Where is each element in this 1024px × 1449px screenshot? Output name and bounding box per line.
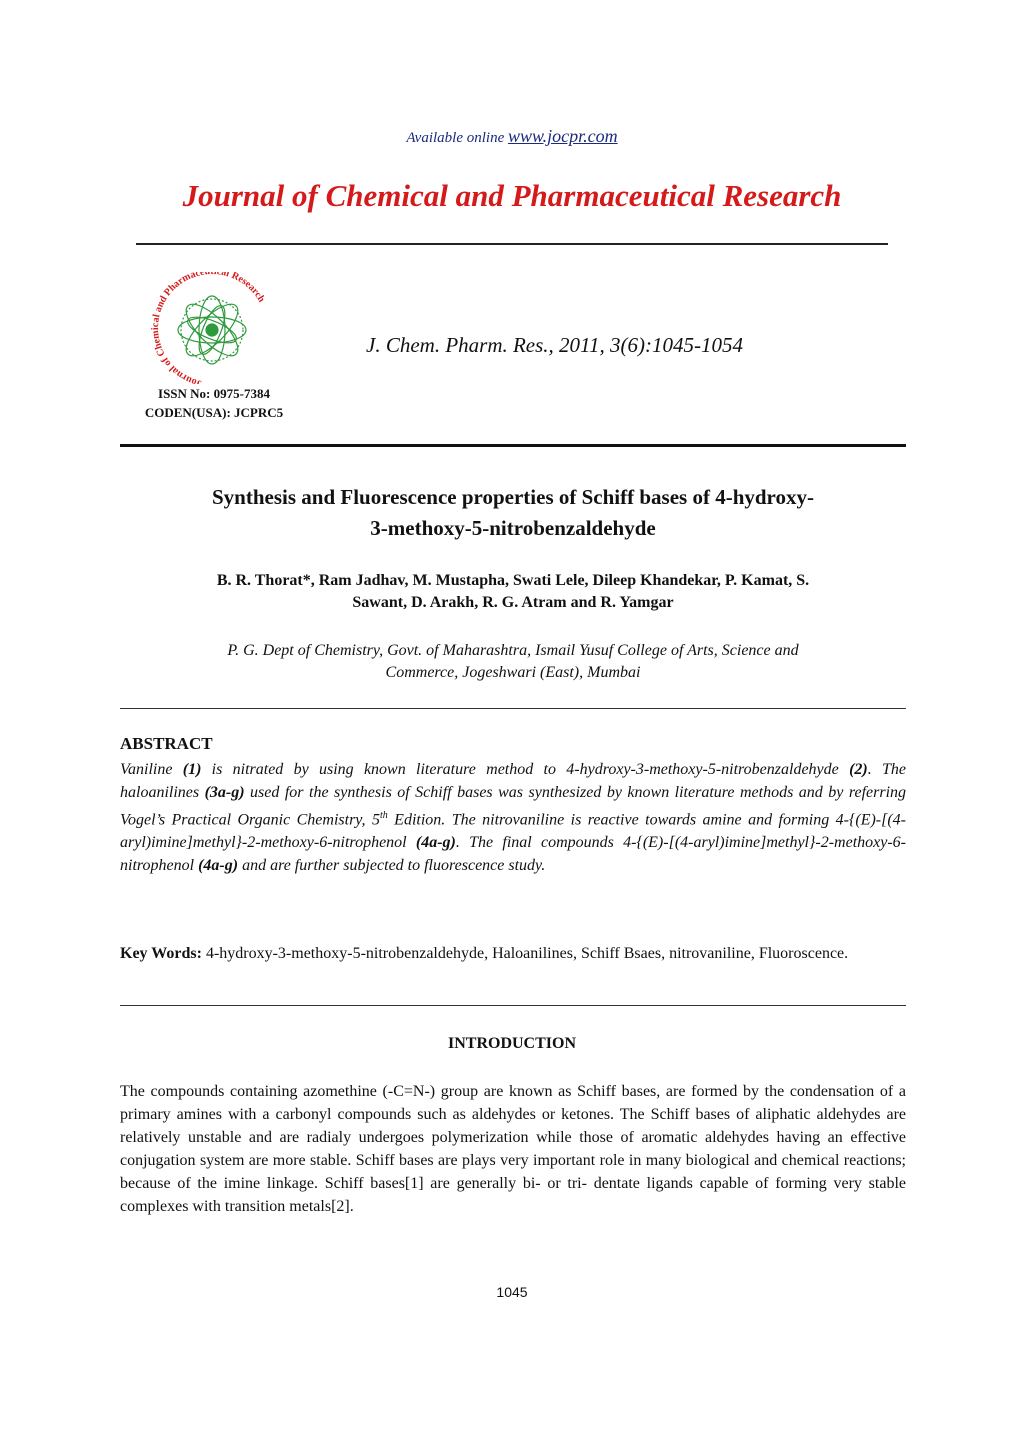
availability-line [0,126,1024,147]
compound-ref: (1) [182,761,202,778]
paper-title [120,482,906,544]
abstract-text: used for the synthesis of Schiff bases was synthesized by known literature methods and by referring Vogel’s Practical Organic Chemistry, 5 [120,784,907,829]
compound-ref: (4a-g) [198,857,239,875]
affiliation-line-1: P. G. Dept of Chemistry, Govt. of Maharashtra, Ismail Yusuf College of Arts, Science and [227,642,799,659]
coden-code: CODEN(USA): JCPRC5 [144,405,284,420]
compound-ref: (2) [849,761,868,778]
keywords-label: Key Words: [120,945,202,962]
author-line-1: B. R. Thorat*, Ram Jadhav, M. Mustapha, Swati Lele, Dileep Khandekar, P. Kamat, S. [216,572,810,589]
header-divider [136,243,888,245]
paper-title-line-1: Synthesis and Fluorescence properties of Schiff bases of 4-hydroxy- [211,485,814,509]
compound-ref: (3a-g) [204,784,245,801]
journal-url-link[interactable]: www.jocpr.com [507,126,618,146]
journal-citation: J. Chem. Pharm. Res., 2011, 3(6):1045-1054 [366,333,743,357]
journal-logo [140,272,284,384]
keywords-text: 4-hydroxy-3-methoxy-5-nitrobenzaldehyde, Haloanilines, Schiff Bsaes, nitrovaniline, Fluoroscence. [201,945,849,962]
abstract-text: is nitrated by using known literature method to 4-hydroxy-3-methoxy-5-nitrobenzaldehyde [201,761,850,778]
affiliation-line-2: Commerce, Jogeshwari (East), Mumbai [385,664,641,681]
available-label: Available online [406,130,505,146]
title-divider [120,444,906,447]
author-list [120,570,906,614]
issn-block [116,384,312,422]
abstract-text: Edition. The nitrovaniline is reactive towards amine and forming 4-{(E)-[(4-aryl)imine]methyl}-2-methoxy-6-nitrophenol [120,811,906,852]
introduction-heading: INTRODUCTION [447,1035,576,1052]
compound-ref: (4a-g) [415,834,456,852]
affiliation [120,640,906,684]
logo-ring-text: Journal of Chemical and Pharmace al Research [149,272,267,384]
abstract-text: and are further subjected to fluorescence study. [238,857,546,875]
abstract-body [120,758,906,877]
paper-title-line-2: 3-methoxy-5-nitrobenzaldehyde [370,516,656,540]
page-number: 1045 [496,1284,528,1300]
journal-title: Journal of Chemical and Pharmaceutical Research [182,178,842,213]
abstract-heading: ABSTRACT [120,734,213,753]
introduction-paragraph: The compounds containing azomethine (-C=N-) group are known as Schiff bases, are formed by the condensation of a primary amines with a carbonyl compounds such as aldehydes or ketones. The Schiff bases of aliphatic aldehydes are relatively unstable and are radialy undergoes polymerization while those of aromatic aldehydes having an effective conjugation system are more stable. Schiff bases are plays very important role in many biological and chemical reactions; because of the imine linkage. Schiff bases[1] are generally bi- or tri- dentate ligands capable of forming very stable complexes with transition metals[2]. [120,1083,906,1215]
abstract-text: . The final compounds 4-{(E)-[(4-aryl)imine]methyl}-2-methoxy-6-nitrophenol [120,834,907,875]
journal-logo-emblem [140,272,284,384]
abstract-divider-top [120,708,906,709]
abstract-text: Vaniline [120,761,183,778]
issn-number: ISSN No: 0975-7384 [158,386,270,401]
abstract-text: . The haloanilines [120,761,907,801]
keywords [120,942,906,965]
author-line-2: Sawant, D. Arakh, R. G. Atram and R. Yamgar [352,594,674,611]
abstract-divider-bottom [120,1005,906,1006]
ordinal-superscript: th [379,810,388,821]
